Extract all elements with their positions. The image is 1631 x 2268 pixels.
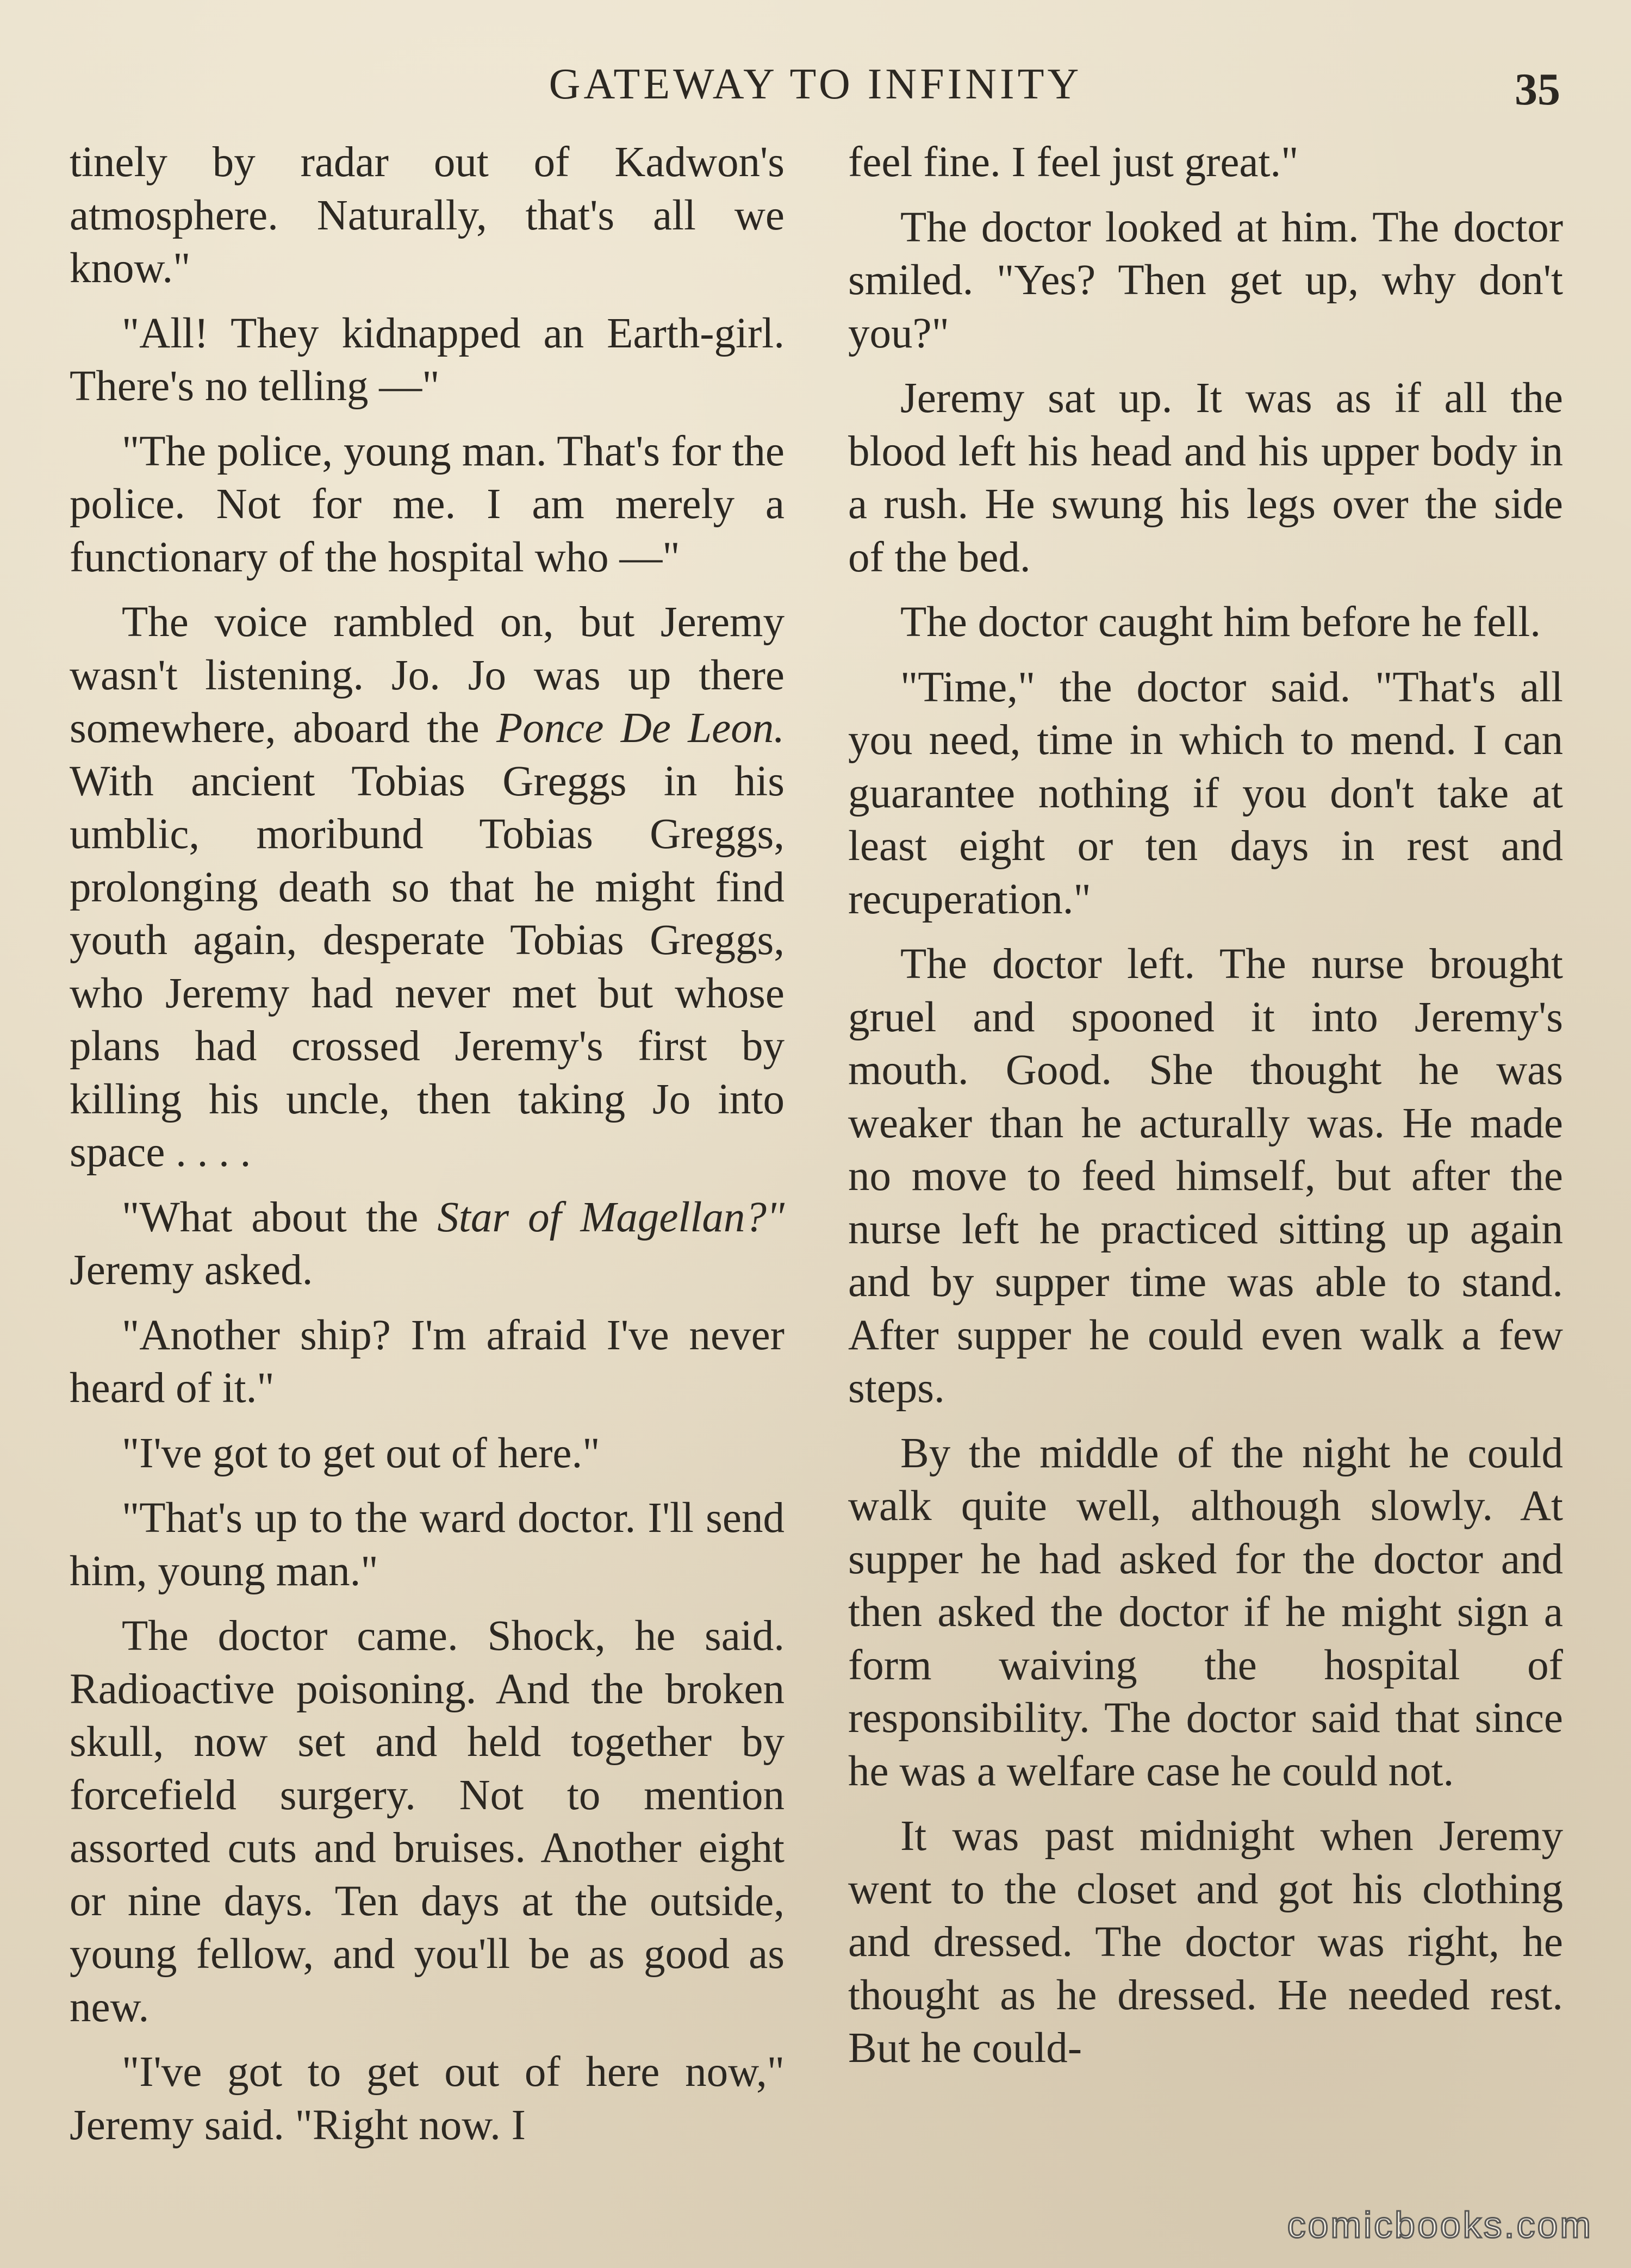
- running-head: GATEWAY TO INFINITY: [549, 60, 1082, 108]
- watermark: comicbooks.com: [1287, 2204, 1593, 2246]
- paragraph: [70, 596, 785, 1179]
- paragraph-text: Jeremy asked.: [70, 1247, 313, 1294]
- paragraph: "Another ship? I'm afraid I've never heard of it.": [70, 1311, 785, 1412]
- paragraph: Jeremy sat up. It was as if all the blood left his head and his upper body in a rush. He swung his legs over the side of the bed.: [848, 375, 1563, 581]
- paragraph: "Time," the doctor said. "That's all you need, time in which to mend. I can guarantee nothing if you don't take at least eight or ten days in rest and recuperation.": [848, 663, 1563, 923]
- paragraph: It was past midnight when Jeremy went to the closet and got his clothing and dressed. The doctor was right, he thought as he dressed. He needed rest. But he could-: [848, 1812, 1563, 2072]
- paragraph: feel fine. I feel just great.": [848, 139, 1299, 186]
- paragraph: "I've got to get out of here now," Jeremy said. "Right now. I: [70, 2048, 785, 2149]
- paragraph-text: With ancient Tobias Greggs in his umblic, moribund Tobias Greggs, prolonging death so that he might find youth again, desperate Tobias Greggs, who Jeremy had never met but whose plans had crossed Jeremy's first by killing his uncle, then taking Jo into space . . . .: [70, 757, 785, 1176]
- paragraph: The doctor looked at him. The doctor smiled. "Yes? Then get up, why don't you?": [848, 203, 1563, 357]
- left-column: [70, 136, 785, 2164]
- paragraph: By the middle of the night he could walk quite well, although slowly. At supper he had asked for the doctor and then asked the doctor if he might sign a form waiving the hospital of responsibility. The doctor said that since he was a welfare case he could not.: [848, 1429, 1563, 1795]
- paragraph: "All! They kidnapped an Earth-girl. There's no telling —": [70, 309, 785, 410]
- paragraph: The doctor caught him before he fell.: [900, 599, 1541, 646]
- right-column: [848, 136, 1563, 2087]
- paragraph-text: The voice rambled on, but Jeremy wasn't listening. Jo. Jo was up there somewhere, aboard the: [70, 599, 785, 752]
- paragraph: "I've got to get out of here.": [122, 1429, 600, 1477]
- page-number: 35: [1515, 64, 1560, 115]
- paragraph: "That's up to the ward doctor. I'll send him, young man.": [70, 1494, 785, 1595]
- paragraph-text: "What about the: [122, 1193, 438, 1241]
- paragraph: "The police, young man. That's for the police. Not for me. I am merely a functionary of the hospital who —": [70, 427, 785, 581]
- paragraph: tinely by radar out of Kadwon's atmosphere. Naturally, that's all we know.": [70, 139, 785, 292]
- ship-name: Ponce De Leon.: [496, 705, 785, 752]
- ship-name: Star of Magellan?": [437, 1193, 785, 1241]
- paragraph: [70, 1191, 785, 1297]
- page-header: [0, 54, 1631, 114]
- paragraph: The doctor came. Shock, he said. Radioactive poisoning. And the broken skull, now set and held together by forcefield surgery. Not to mention assorted cuts and bruises. Another eight or nine days. Ten days at the outside, young fellow, and you'll be as good as new.: [70, 1612, 785, 2031]
- paragraph: The doctor left. The nurse brought gruel and spooned it into Jeremy's mouth. Good. She thought he was weaker than he acturally was. He made no move to feed himself, but after the nurse left he practiced sitting up again and by supper time was able to stand. After supper he could even walk a few steps.: [848, 940, 1563, 1412]
